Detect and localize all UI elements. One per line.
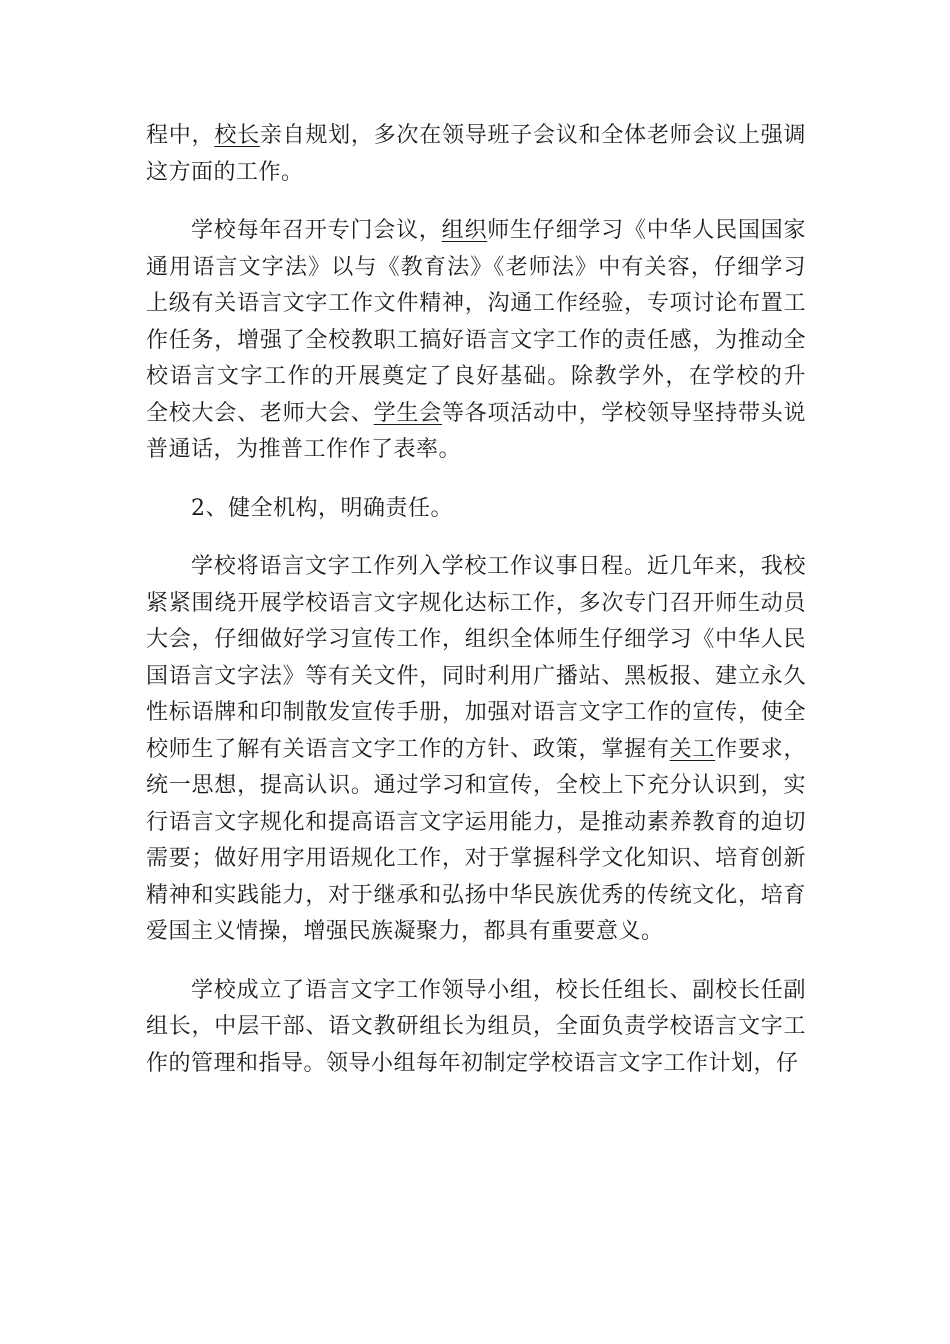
section-heading: [146, 491, 806, 528]
text-line: [146, 878, 806, 915]
text-run: 校师生了解有关语言文字工作的方针、政策，掌握有: [146, 736, 670, 762]
hyperlink[interactable]: 组织: [441, 218, 488, 243]
text-line: [146, 622, 806, 659]
text-line: [146, 695, 806, 732]
paragraph-gap: [146, 951, 806, 973]
text-line: [146, 768, 806, 805]
paragraph: [146, 213, 806, 469]
text-line: [146, 586, 806, 623]
text-line: [146, 155, 806, 192]
text-run: 等各项活动中，学校领导坚持带头说: [441, 400, 806, 426]
text-run: 紧紧围绕开展学校语言文字规化达标工作，多次专门召开师生动员: [146, 590, 806, 616]
paragraph-gap: [146, 527, 806, 549]
text-line: [146, 250, 806, 287]
text-line: [146, 841, 806, 878]
text-run: 大会，仔细做好学习宣传工作，组织全体师生仔细学习《中华人民: [146, 627, 806, 652]
text-run: 2、健全机构，明确责任。: [191, 495, 453, 521]
text-run: 上级有关语言文字工作文件精神，沟通工作经验，专项讨论布置工: [146, 291, 806, 316]
paragraph-gap: [146, 469, 806, 491]
text-line: [146, 359, 806, 396]
text-run: 组长，中层干部、语文教研组长为组员，全面负责学校语言文字工: [146, 1014, 806, 1039]
hyperlink[interactable]: 校长: [214, 123, 260, 148]
text-line: [146, 213, 806, 250]
text-run: 师生仔细学习《中华人民国国家: [487, 218, 806, 243]
text-line: [146, 1009, 806, 1046]
text-line: [146, 659, 806, 696]
text-line: [146, 118, 806, 155]
text-run: 需要；做好用字用语规化工作，对于掌握科学文化知识、培育创新: [146, 846, 806, 871]
text-line: [146, 973, 806, 1010]
text-run: 学校每年召开专门会议，: [191, 218, 442, 243]
text-line: [146, 914, 806, 951]
text-run: 亲自规划，多次在领导班子会议和全体老师会议上强调: [259, 123, 806, 148]
text-run: 精神和实践能力，对于继承和弘扬中华民族优秀的传统文化，培育: [146, 882, 806, 908]
text-run: 作任务，增强了全校教职工搞好语言文字工作的责任感，为推动全: [146, 327, 806, 353]
paragraph: [146, 118, 806, 191]
text-run: 校语言文字工作的开展奠定了良好基础。除教学外，在学校的升: [146, 364, 806, 389]
text-line: [146, 1046, 806, 1083]
text-run: 爱国主义情操，增强民族凝聚力，都具有重要意义。: [146, 919, 664, 944]
text-line: [146, 805, 806, 842]
text-run: 程中，: [146, 123, 215, 148]
text-run: 统一思想，提高认识。通过学习和宣传，全校上下充分认识到，实: [146, 773, 806, 798]
paragraph: [146, 973, 806, 1083]
text-line: [146, 432, 806, 469]
text-line: [146, 549, 806, 586]
text-line: [146, 396, 806, 433]
text-run: 通用语言文字法》以与《教育法》《老师法》中有关容，仔细学习: [146, 254, 806, 280]
text-line: [146, 732, 806, 769]
hyperlink[interactable]: 关工: [669, 736, 716, 762]
paragraph-gap: [146, 191, 806, 213]
text-run: 作的管理和指导。领导小组每年初制定学校语言文字工作计划，仔: [146, 1050, 799, 1076]
hyperlink[interactable]: 学生会: [373, 400, 442, 426]
text-run: 国语言文字法》等有关文件，同时利用广播站、黑板报、建立永久: [146, 663, 806, 689]
text-run: 作要求，: [715, 736, 806, 762]
text-line: [146, 286, 806, 323]
paragraph: [146, 549, 806, 951]
text-run: 全校大会、老师大会、: [146, 400, 374, 426]
text-run: 行语言文字规化和提高语言文字运用能力，是推动素养教育的迫切: [146, 809, 806, 835]
text-line: [146, 491, 806, 528]
text-run: 学校将语言文字工作列入学校工作议事日程。近几年来，我校: [191, 554, 806, 579]
document-page: [146, 118, 806, 1082]
text-run: 学校成立了语言文字工作领导小组，校长任组长、副校长任副: [191, 977, 806, 1003]
text-run: 普通话，为推普工作作了表率。: [146, 437, 462, 462]
text-line: [146, 323, 806, 360]
text-run: 这方面的工作。: [146, 159, 304, 185]
text-run: 性标语牌和印制散发宣传手册，加强对语言文字工作的宣传，使全: [146, 700, 806, 725]
